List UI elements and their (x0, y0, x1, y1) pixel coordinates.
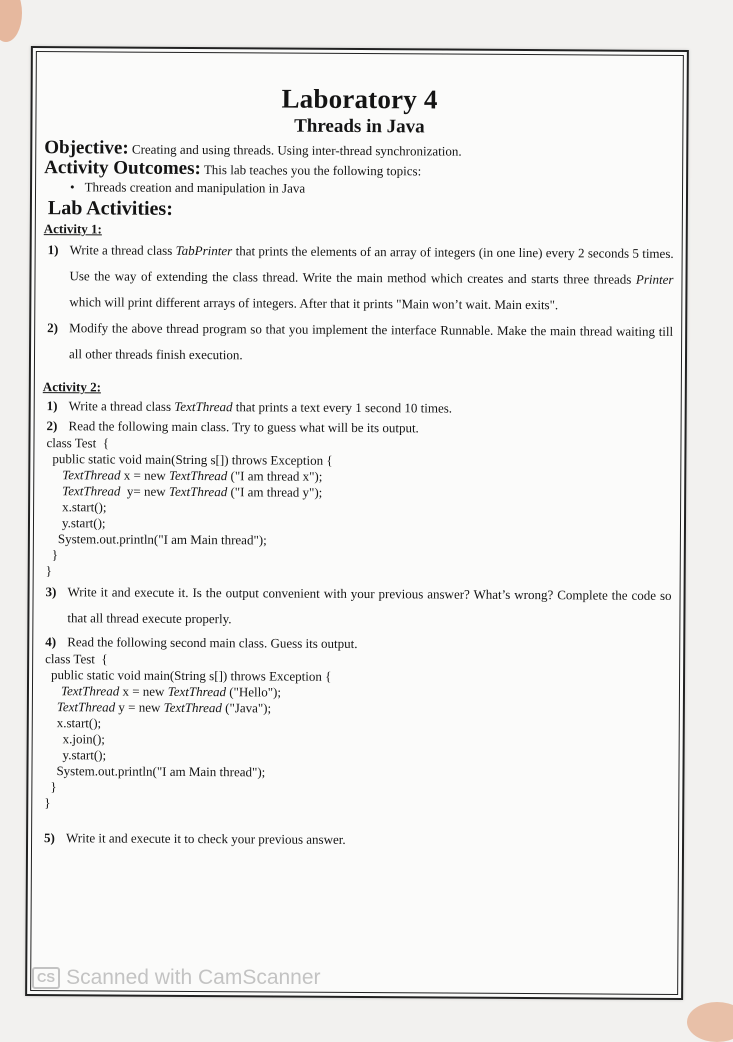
code-line: TextThread x = new TextThread ("I am thread x"); (62, 467, 323, 484)
activity1-item-1 (47, 237, 673, 319)
code-line: x.start(); (62, 499, 107, 515)
class-name: TextThread (174, 398, 233, 415)
objective-text: Creating and using threads. Using inter-thread synchronization. (131, 141, 462, 159)
outcomes-label: Activity Outcomes: (44, 157, 201, 180)
activity2-item-2 (47, 417, 673, 439)
activity2-item-1 (47, 397, 673, 419)
item-text: Read the following second main class. Guess its output. (67, 634, 358, 652)
code-line: class Test { (46, 435, 110, 451)
code-line: System.out.println("I am Main thread"); (57, 531, 267, 548)
item-number: 1) (46, 398, 58, 414)
code-block-1 (42, 435, 673, 583)
code-line: } (45, 563, 52, 579)
activity2-item-4 (45, 633, 671, 655)
page-subtitle: Threads in Java (294, 115, 425, 138)
item-text: Modify the above thread program so that you implement the interface Runnable. Make the main thread waiting till all other threads finish execution. (68, 320, 674, 363)
code-line: x.start(); (56, 715, 102, 731)
topics-list (70, 178, 674, 199)
watermark-text: Scanned with CamScanner (66, 966, 321, 989)
code-block-2 (40, 651, 671, 815)
activity1-heading: Activity 1: (43, 221, 102, 237)
code-line: TextThread y = new TextThread ("Java"); (56, 699, 272, 716)
objective-label: Objective: (44, 137, 129, 159)
paper-sheet (25, 46, 689, 1000)
code-line: class Test { (45, 651, 108, 667)
item-text: Read the following main class. Try to guess what will be its output. (68, 418, 419, 436)
camscanner-watermark (32, 966, 321, 990)
activity2-item-5 (44, 825, 670, 855)
code-line: y.start(); (61, 515, 106, 531)
code-line: TextThread x = new TextThread ("Hello"); (60, 683, 282, 700)
item-number: 2) (46, 418, 58, 434)
code-line: public static void main(String s[]) throws Exception { (52, 451, 333, 468)
code-line: } (50, 779, 57, 795)
activity2-heading: Activity 2: (42, 379, 101, 395)
lab-activities-heading: Lab Activities: (47, 197, 173, 220)
code-line: } (44, 795, 51, 811)
page-title: Laboratory 4 (281, 83, 438, 115)
activity2-item-3 (45, 579, 671, 635)
code-line: } (51, 547, 59, 563)
finger-top (0, 0, 22, 42)
class-name: Printer (635, 271, 674, 287)
item-number: 3) (45, 584, 57, 600)
item-number: 4) (45, 634, 57, 650)
item-text: Write it and execute it. Is the output convenient with your previous answer? What’s wrong? Complete the code so that all thread execute properly. (67, 584, 672, 627)
document-content (40, 76, 675, 855)
item-number: 1) (47, 242, 59, 258)
item-text: Write it and execute it to check your previous answer. (66, 830, 346, 847)
code-line: public static void main(String s[]) throws Exception { (51, 667, 332, 684)
camscanner-logo-icon: CS (32, 967, 60, 989)
code-line: x.join(); (62, 731, 105, 747)
outcomes-text: This lab teaches you the following topics: (203, 162, 422, 179)
code-line: y.start(); (62, 747, 107, 763)
item-text: Write a thread class TextThread that prints a text every 1 second 10 times. (68, 398, 453, 416)
item-text: Write a thread class TabPrinter that prints the elements of an array of integers (in one line) every 2 seconds 5 times. Use the way of extending the class thread. Write the main method which creates and starts three threads Printer which will print different arrays of integers. After that it prints "Main won’t wait. Main exits". (69, 242, 674, 313)
code-line: TextThread y= new TextThread ("I am thread y"); (62, 483, 323, 500)
code-line: System.out.println("I am Main thread"); (56, 763, 266, 780)
class-name: TabPrinter (175, 242, 233, 259)
topic-item: • Threads creation and manipulation in Java (70, 178, 674, 199)
item-number: 2) (47, 320, 59, 336)
item-number: 5) (44, 830, 55, 846)
activity1-item-2 (47, 315, 673, 371)
finger-bottom (687, 1002, 733, 1042)
